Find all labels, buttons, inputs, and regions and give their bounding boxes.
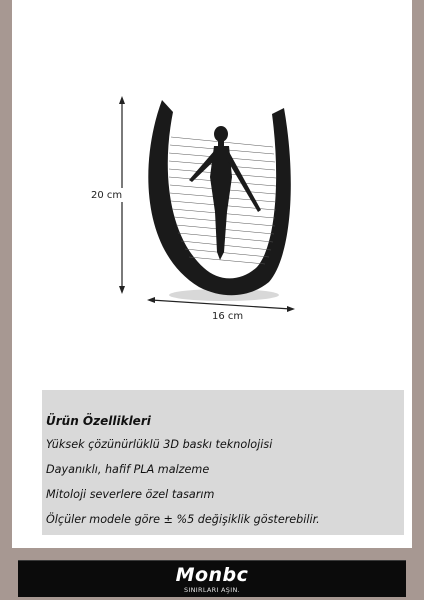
features-title: Ürün Özellikleri bbox=[46, 414, 151, 428]
brand-banner bbox=[12, 556, 412, 600]
height-label: 20 cm bbox=[91, 190, 123, 201]
feature-item: Mitoloji severlere özel tasarım bbox=[46, 488, 215, 501]
product-card bbox=[12, 0, 412, 548]
sculpture-illustration bbox=[29, 12, 402, 387]
brand-logo: Monbc bbox=[175, 564, 249, 586]
brand-banner-bar bbox=[18, 560, 406, 597]
width-label: 16 cm bbox=[212, 311, 244, 322]
height-dimension bbox=[91, 96, 125, 294]
feature-item: Yüksek çözünürlüklü 3D baskı teknolojisi bbox=[46, 438, 273, 451]
brand-slogan: SINIRLARI AŞIN. bbox=[184, 586, 240, 594]
product-photo bbox=[29, 12, 402, 387]
feature-item: Dayanıklı, hafif PLA malzeme bbox=[46, 463, 210, 476]
product-features bbox=[42, 390, 404, 535]
feature-item: Ölçüler modele göre ± %5 değişiklik gösterebilir. bbox=[46, 513, 320, 526]
